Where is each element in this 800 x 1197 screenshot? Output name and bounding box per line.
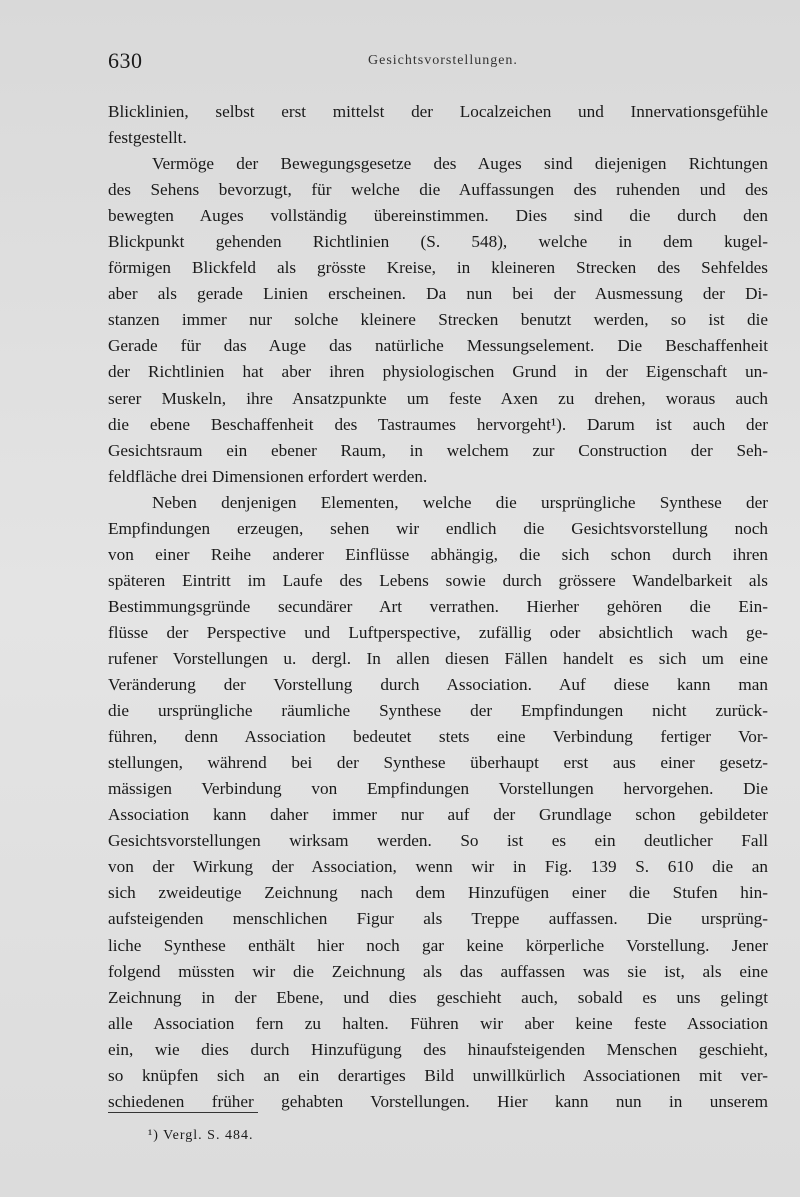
text-line: der Richtlinien hat aber ihren physiologischen Grund in der Eigenschaft un- (108, 362, 768, 382)
text-line: führen, denn Association bedeutet stets eine Verbindung fertiger Vor- (108, 727, 768, 747)
text-line: förmigen Blickfeld als grösste Kreise, in kleineren Strecken des Sehfeldes (108, 258, 768, 278)
text-line: die ursprüngliche räumliche Synthese der Empfindungen nicht zurück- (108, 701, 768, 721)
text-line: die ebene Beschaffenheit des Tastraumes hervorgeht¹). Darum ist auch der (108, 414, 768, 434)
text-line: späteren Eintritt im Laufe des Lebens sowie durch grössere Wandelbarkeit als (108, 570, 768, 590)
text-line: Blickpunkt gehenden Richtlinien (S. 548), welche in dem kugel- (108, 232, 768, 252)
text-line: Veränderung der Vorstellung durch Association. Auf diese kann man (108, 675, 768, 695)
text-line: stanzen immer nur solche kleinere Strecken benutzt werden, so ist die (108, 310, 768, 330)
footnote-divider (108, 1112, 258, 1113)
text-line: aufsteigenden menschlichen Figur als Treppe auffassen. Die ursprüng- (108, 909, 768, 929)
text-line: Empfindungen erzeugen, sehen wir endlich die Gesichtsvorstellung noch (108, 518, 768, 538)
text-line: Neben denjenigen Elementen, welche die ursprüngliche Synthese der (152, 492, 768, 512)
text-line: Gesichtsraum ein ebener Raum, in welchem zur Construction der Seh- (108, 440, 768, 460)
text-line: Gerade für das Auge das natürliche Messungselement. Die Beschaffenheit (108, 336, 768, 356)
text-line: Bestimmungsgründe secundärer Art verrathen. Hierher gehören die Ein- (108, 596, 768, 616)
body-text (108, 99, 768, 1115)
text-line: sich zweideutige Zeichnung nach dem Hinzufügen einer die Stufen hin- (108, 883, 768, 903)
page-number: 630 (108, 48, 143, 73)
text-line: festgestellt. (108, 128, 187, 148)
text-line: mässigen Verbindung von Empfindungen Vorstellungen hervorgehen. Die (108, 779, 768, 799)
text-line: ein, wie dies durch Hinzufügung des hinaufsteigenden Menschen geschieht, (108, 1039, 768, 1059)
text-line: bewegten Auges vollständig übereinstimmen. Dies sind die durch den (108, 206, 768, 226)
text-line: Gesichtsvorstellungen wirksam werden. So ist es ein deutlicher Fall (108, 831, 768, 851)
text-line: Vermöge der Bewegungsgesetze des Auges sind diejenigen Richtungen (152, 154, 768, 174)
text-line: so knüpfen sich an ein derartiges Bild unwillkürlich Associationen mit ver- (108, 1065, 768, 1085)
text-line: stellungen, während bei der Synthese überhaupt erst aus einer gesetz- (108, 753, 768, 773)
text-line: folgend müssten wir die Zeichnung als das auffassen was sie ist, als eine (108, 961, 768, 981)
text-line: feldfläche drei Dimensionen erfordert werden. (108, 466, 428, 486)
text-line: des Sehens bevorzugt, für welche die Auffassungen des ruhenden und des (108, 180, 768, 200)
footnote: ¹) Vergl. S. 484. (148, 1128, 254, 1143)
text-line: alle Association fern zu halten. Führen wir aber keine feste Association (108, 1013, 768, 1033)
text-line: rufener Vorstellungen u. dergl. In allen diesen Fällen handelt es sich um eine (108, 648, 768, 668)
text-line: schiedenen früher gehabten Vorstellungen. Hier kann nun in unserem (108, 1091, 768, 1111)
running-head: Gesichtsvorstellungen. (368, 53, 518, 68)
text-line: liche Synthese enthält hier noch gar keine körperliche Vorstellung. Jener (108, 935, 768, 955)
text-line: serer Muskeln, ihre Ansatzpunkte um feste Axen zu drehen, woraus auch (108, 388, 768, 408)
text-line: Zeichnung in der Ebene, und dies geschieht auch, sobald es uns gelingt (108, 987, 768, 1007)
text-line: von einer Reihe anderer Einflüsse abhängig, die sich schon durch ihren (108, 544, 768, 564)
text-line: aber als gerade Linien erscheinen. Da nun bei der Ausmessung der Di- (108, 284, 768, 304)
text-line: Blicklinien, selbst erst mittelst der Localzeichen und Innervationsgefühle (108, 102, 768, 121)
text-line: flüsse der Perspective und Luftperspective, zufällig oder absichtlich wach ge- (108, 622, 768, 642)
text-line: von der Wirkung der Association, wenn wir in Fig. 139 S. 610 die an (108, 857, 768, 877)
page-header (108, 48, 768, 78)
text-line: Association kann daher immer nur auf der Grundlage schon gebildeter (108, 805, 768, 825)
